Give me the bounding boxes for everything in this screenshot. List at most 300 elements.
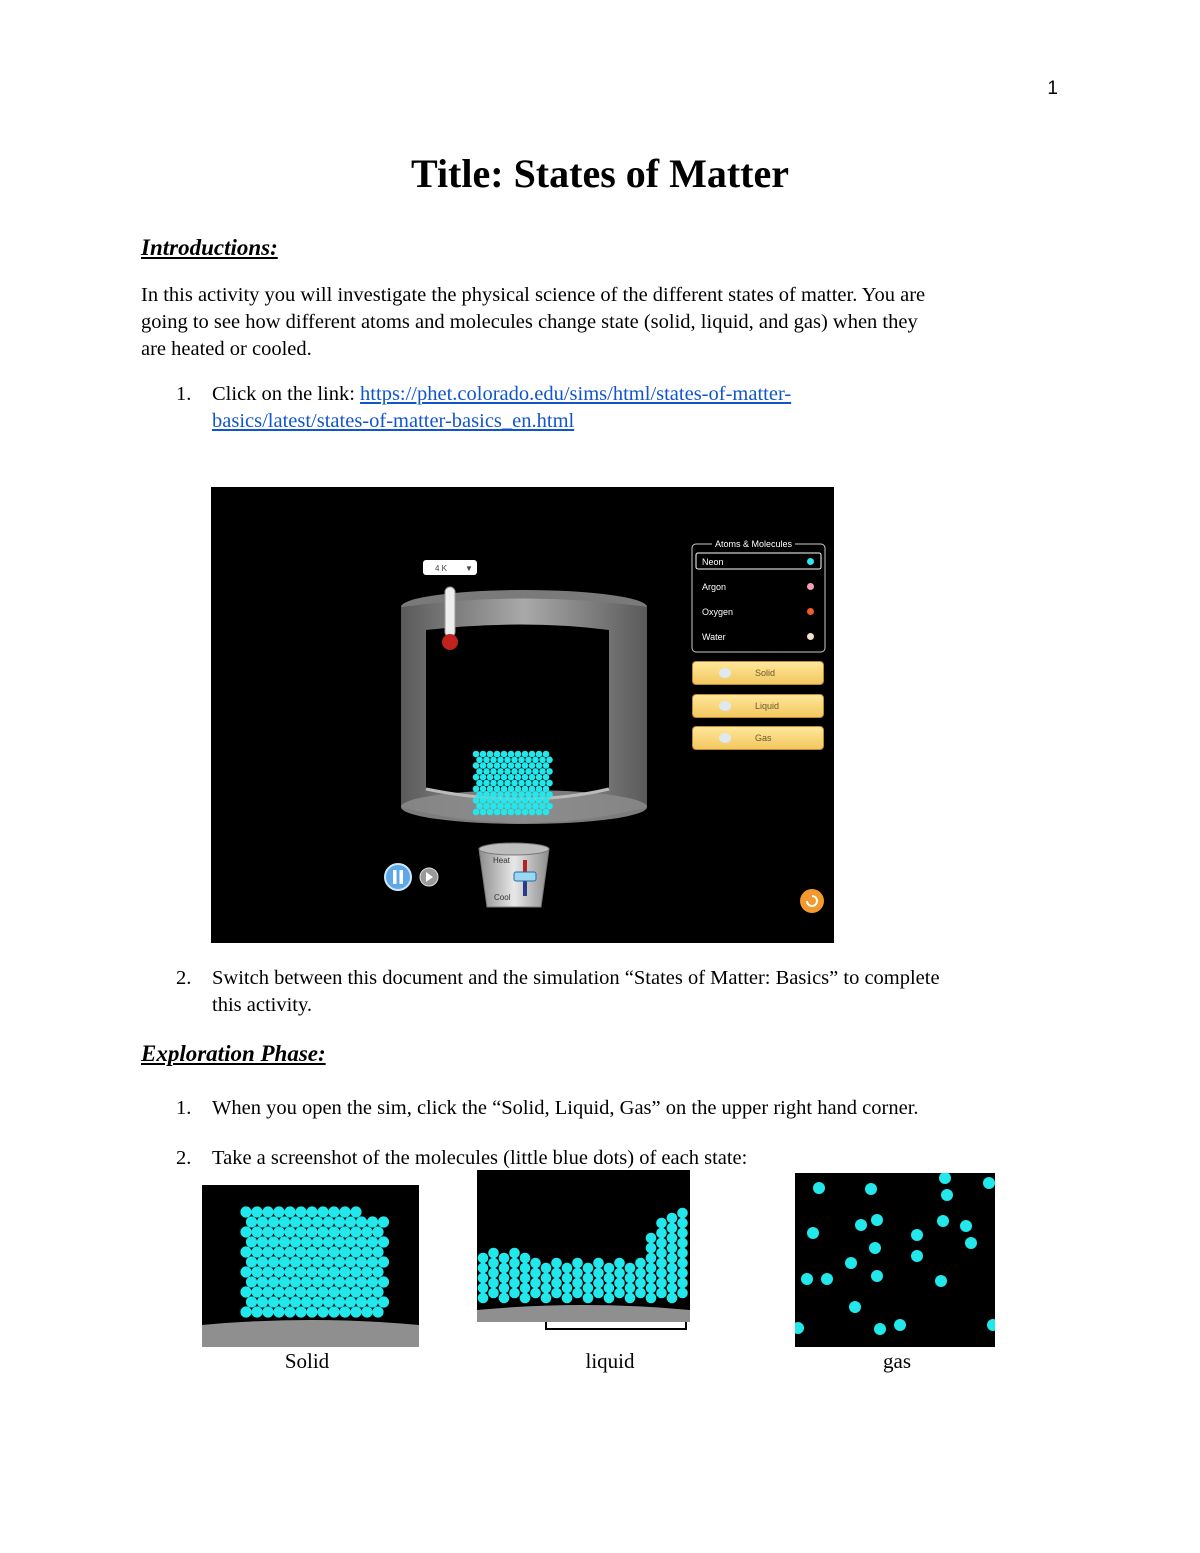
molecule <box>677 1248 688 1259</box>
atom-swatch-icon <box>807 608 814 615</box>
molecule <box>284 1206 295 1217</box>
molecule <box>306 1286 317 1297</box>
molecule <box>614 1268 625 1279</box>
molecule <box>361 1306 372 1317</box>
molecule <box>646 1253 657 1264</box>
molecule <box>334 1236 345 1247</box>
molecule <box>317 1286 328 1297</box>
molecule <box>536 809 543 816</box>
molecule <box>372 1246 383 1257</box>
molecule <box>488 1278 499 1289</box>
molecule <box>646 1283 657 1294</box>
molecule <box>312 1276 323 1287</box>
molecule <box>279 1236 290 1247</box>
molecule <box>522 786 529 793</box>
molecule <box>515 751 522 758</box>
molecule <box>328 1206 339 1217</box>
molecule <box>508 786 515 793</box>
molecule <box>501 809 508 816</box>
molecule <box>937 1215 949 1227</box>
molecule <box>509 1268 520 1279</box>
simulation-screenshot <box>211 487 834 943</box>
molecule <box>530 1258 541 1269</box>
molecule <box>345 1296 356 1307</box>
molecule <box>490 791 497 798</box>
molecule <box>476 757 483 764</box>
molecule <box>240 1246 251 1257</box>
molecule <box>677 1228 688 1239</box>
molecule <box>499 1263 510 1274</box>
molecule <box>539 803 546 810</box>
molecule <box>801 1273 813 1285</box>
molecule <box>646 1293 657 1304</box>
molecule <box>499 1293 510 1304</box>
molecule <box>480 809 487 816</box>
page-title: Title: States of Matter <box>410 151 789 196</box>
molecule <box>367 1236 378 1247</box>
molecule <box>911 1250 923 1262</box>
molecule <box>518 768 525 775</box>
molecule <box>312 1256 323 1267</box>
molecule <box>494 809 501 816</box>
molecule <box>257 1296 268 1307</box>
molecule <box>356 1236 367 1247</box>
molecule <box>268 1236 279 1247</box>
step-2 <box>212 965 940 1019</box>
state-button-gas[interactable] <box>692 726 824 750</box>
molecule <box>339 1306 350 1317</box>
molecule <box>246 1256 257 1267</box>
cool-label: Cool <box>494 893 511 902</box>
molecule <box>532 780 539 787</box>
molecule <box>532 803 539 810</box>
solid-screenshot <box>202 1185 419 1347</box>
molecule <box>935 1275 947 1287</box>
molecule <box>301 1296 312 1307</box>
molecule <box>508 751 515 758</box>
molecule <box>583 1273 594 1284</box>
molecule <box>251 1246 262 1257</box>
molecule <box>494 751 501 758</box>
molecule <box>939 1173 951 1184</box>
molecule <box>511 757 518 764</box>
gas-screenshot <box>795 1173 995 1347</box>
molecule <box>262 1206 273 1217</box>
molecule <box>635 1288 646 1299</box>
molecule <box>290 1216 301 1227</box>
molecule <box>483 780 490 787</box>
molecule <box>677 1278 688 1289</box>
molecule <box>494 786 501 793</box>
step-2-line-1: Switch between this document and the simulation “States of Matter: Basics” to complete <box>212 967 940 989</box>
step-2-number: 2. <box>176 967 192 989</box>
phet-link[interactable]: https://phet.colorado.edu/sims/html/states-of-matter- <box>360 383 792 405</box>
molecule <box>677 1268 688 1279</box>
molecule <box>345 1276 356 1287</box>
step-1-number: 1. <box>176 383 192 405</box>
molecule <box>361 1226 372 1237</box>
molecule <box>677 1218 688 1229</box>
molecule <box>480 751 487 758</box>
molecule <box>279 1276 290 1287</box>
molecule <box>356 1216 367 1227</box>
molecule <box>539 780 546 787</box>
molecule <box>356 1256 367 1267</box>
molecule <box>494 762 501 769</box>
molecule <box>361 1266 372 1277</box>
molecule <box>480 797 487 804</box>
molecule <box>807 1227 819 1239</box>
molecule <box>367 1296 378 1307</box>
molecule <box>323 1236 334 1247</box>
molecule <box>572 1278 583 1289</box>
molecule <box>350 1306 361 1317</box>
molecule <box>518 757 525 764</box>
molecule <box>251 1206 262 1217</box>
molecule <box>635 1278 646 1289</box>
atom-option-neon[interactable] <box>698 554 820 579</box>
molecule <box>965 1237 977 1249</box>
molecule <box>350 1246 361 1257</box>
molecule <box>378 1236 389 1247</box>
molecule <box>339 1226 350 1237</box>
molecule <box>625 1293 636 1304</box>
state-button-liquid[interactable] <box>692 694 824 718</box>
molecule <box>317 1266 328 1277</box>
heat-label: Heat <box>493 856 510 865</box>
atom-swatch-icon <box>807 633 814 640</box>
molecule <box>262 1226 273 1237</box>
atom-label: Water <box>702 632 726 642</box>
intro-paragraph <box>141 282 925 363</box>
molecule <box>345 1236 356 1247</box>
molecule <box>490 768 497 775</box>
molecule <box>312 1216 323 1227</box>
phet-link-continued[interactable]: basics/latest/states-of-matter-basics_en.html <box>212 410 575 432</box>
molecule <box>532 768 539 775</box>
molecule <box>488 1248 499 1259</box>
molecule <box>646 1273 657 1284</box>
molecule <box>530 1288 541 1299</box>
molecule <box>301 1216 312 1227</box>
molecule <box>845 1257 857 1269</box>
molecule <box>476 803 483 810</box>
molecule <box>273 1206 284 1217</box>
molecule <box>350 1266 361 1277</box>
molecule <box>328 1266 339 1277</box>
molecule <box>317 1206 328 1217</box>
molecule <box>251 1266 262 1277</box>
molecule <box>339 1286 350 1297</box>
molecule <box>604 1293 615 1304</box>
molecule <box>268 1296 279 1307</box>
molecule <box>667 1213 678 1224</box>
molecule <box>334 1216 345 1227</box>
step-forward-button[interactable] <box>420 868 438 886</box>
molecule <box>539 757 546 764</box>
atom-option-oxygen[interactable] <box>698 604 820 629</box>
molecule <box>625 1273 636 1284</box>
molecule <box>317 1226 328 1237</box>
molecule <box>551 1278 562 1289</box>
molecule <box>268 1216 279 1227</box>
container-floor <box>202 1320 419 1347</box>
molecule <box>511 791 518 798</box>
molecule <box>635 1258 646 1269</box>
molecule <box>614 1258 625 1269</box>
molecule <box>378 1296 389 1307</box>
molecule <box>543 762 550 769</box>
molecule <box>849 1301 861 1313</box>
molecule <box>551 1268 562 1279</box>
molecule <box>529 751 536 758</box>
molecule <box>511 803 518 810</box>
molecule <box>483 757 490 764</box>
molecule <box>960 1220 972 1232</box>
pause-button[interactable] <box>385 864 411 890</box>
molecule <box>509 1278 520 1289</box>
intro-line-1: In this activity you will investigate the physical science of the different states of matter. You are <box>141 284 926 306</box>
molecule <box>865 1183 877 1195</box>
molecule <box>356 1276 367 1287</box>
molecule <box>614 1288 625 1299</box>
molecule <box>646 1243 657 1254</box>
molecule <box>473 797 480 804</box>
molecule <box>240 1206 251 1217</box>
molecule <box>478 1283 489 1294</box>
molecule <box>593 1278 604 1289</box>
solid-molecules <box>473 751 553 816</box>
molecule <box>667 1243 678 1254</box>
atom-option-water[interactable] <box>698 629 820 654</box>
molecule <box>504 768 511 775</box>
molecule <box>490 757 497 764</box>
molecule <box>656 1258 667 1269</box>
molecule <box>334 1276 345 1287</box>
molecule <box>518 780 525 787</box>
molecule <box>536 762 543 769</box>
molecule <box>497 780 504 787</box>
molecule <box>667 1293 678 1304</box>
molecule <box>473 774 480 781</box>
atom-swatch-icon <box>807 583 814 590</box>
page-number: 1 <box>1047 78 1058 99</box>
molecule <box>515 809 522 816</box>
molecule <box>821 1273 833 1285</box>
molecule <box>522 774 529 781</box>
molecule <box>312 1236 323 1247</box>
molecule <box>813 1182 825 1194</box>
molecule <box>268 1276 279 1287</box>
state-button-label: Solid <box>755 668 776 678</box>
atom-list <box>698 554 820 654</box>
molecule <box>284 1226 295 1237</box>
molecule <box>677 1238 688 1249</box>
molecule <box>546 780 553 787</box>
molecule <box>551 1288 562 1299</box>
step-2-line-2: this activity. <box>212 994 313 1016</box>
molecule <box>871 1270 883 1282</box>
molecule <box>593 1288 604 1299</box>
molecule <box>240 1286 251 1297</box>
state-button-solid[interactable] <box>692 661 824 685</box>
molecule <box>497 757 504 764</box>
molecule <box>546 803 553 810</box>
reset-button[interactable] <box>800 889 824 913</box>
molecule <box>667 1253 678 1264</box>
molecule <box>499 1283 510 1294</box>
molecule <box>339 1246 350 1257</box>
molecule <box>520 1273 531 1284</box>
molecule <box>487 762 494 769</box>
intro-line-3: are heated or cooled. <box>141 338 312 360</box>
molecule <box>279 1256 290 1267</box>
molecule <box>987 1319 995 1331</box>
molecule <box>356 1296 367 1307</box>
molecule <box>546 768 553 775</box>
step-1 <box>212 381 791 435</box>
molecule <box>583 1293 594 1304</box>
molecule <box>520 1293 531 1304</box>
molecule <box>525 768 532 775</box>
molecule <box>301 1236 312 1247</box>
molecule <box>494 774 501 781</box>
molecule <box>350 1206 361 1217</box>
molecule <box>604 1273 615 1284</box>
molecule <box>511 780 518 787</box>
molecule <box>656 1218 667 1229</box>
molecule <box>518 803 525 810</box>
molecule <box>562 1263 573 1274</box>
state-button-label: Gas <box>755 733 772 743</box>
molecule <box>295 1226 306 1237</box>
molecule <box>483 803 490 810</box>
molecule <box>515 786 522 793</box>
molecule <box>499 1253 510 1264</box>
molecule <box>562 1283 573 1294</box>
molecule <box>295 1206 306 1217</box>
molecule <box>656 1268 667 1279</box>
molecule <box>317 1246 328 1257</box>
molecule <box>306 1266 317 1277</box>
molecule <box>539 768 546 775</box>
molecule <box>529 762 536 769</box>
molecule <box>483 768 490 775</box>
molecule <box>488 1268 499 1279</box>
molecule <box>262 1266 273 1277</box>
molecule <box>306 1226 317 1237</box>
molecule <box>268 1256 279 1267</box>
molecule <box>257 1256 268 1267</box>
molecule <box>583 1263 594 1274</box>
molecule <box>262 1286 273 1297</box>
molecule <box>262 1246 273 1257</box>
introductions-heading: Introductions: <box>141 235 278 260</box>
molecule <box>350 1286 361 1297</box>
molecule <box>536 774 543 781</box>
molecule <box>372 1306 383 1317</box>
molecule <box>501 751 508 758</box>
solid-state-icon <box>719 668 731 678</box>
container-floor <box>477 1305 690 1322</box>
temperature-readout: 4 K <box>435 564 448 573</box>
molecule <box>480 762 487 769</box>
molecule <box>504 791 511 798</box>
molecule <box>372 1266 383 1277</box>
atom-label: Neon <box>702 557 724 567</box>
molecule <box>345 1256 356 1267</box>
molecule <box>290 1276 301 1287</box>
molecule <box>488 1288 499 1299</box>
caption-solid: Solid <box>284 1349 330 1373</box>
molecule <box>504 757 511 764</box>
molecule <box>251 1286 262 1297</box>
molecule <box>656 1288 667 1299</box>
molecule <box>522 797 529 804</box>
molecule <box>290 1296 301 1307</box>
molecule <box>562 1273 573 1284</box>
molecule <box>290 1236 301 1247</box>
molecule <box>488 1258 499 1269</box>
molecule <box>328 1306 339 1317</box>
molecule <box>476 791 483 798</box>
molecule <box>501 774 508 781</box>
molecule <box>295 1266 306 1277</box>
molecule <box>509 1258 520 1269</box>
molecule <box>530 1278 541 1289</box>
molecule <box>295 1286 306 1297</box>
molecule <box>478 1273 489 1284</box>
molecule <box>284 1246 295 1257</box>
molecule <box>541 1293 552 1304</box>
molecule <box>614 1278 625 1289</box>
molecule <box>504 803 511 810</box>
molecule <box>378 1276 389 1287</box>
exploration-item-1: When you open the sim, click the “Solid, Liquid, Gas” on the upper right hand corner. <box>212 1097 919 1119</box>
molecule <box>604 1263 615 1274</box>
molecule <box>536 751 543 758</box>
molecule <box>251 1306 262 1317</box>
molecule <box>312 1296 323 1307</box>
molecule <box>539 791 546 798</box>
molecule <box>487 751 494 758</box>
molecule <box>497 803 504 810</box>
molecule <box>490 803 497 810</box>
molecule <box>871 1214 883 1226</box>
molecule <box>501 762 508 769</box>
molecule <box>473 751 480 758</box>
molecule <box>667 1233 678 1244</box>
molecule <box>529 797 536 804</box>
molecule <box>543 786 550 793</box>
molecule <box>525 803 532 810</box>
molecule <box>339 1266 350 1277</box>
molecule <box>473 762 480 769</box>
molecule <box>529 774 536 781</box>
molecule <box>257 1276 268 1287</box>
molecule <box>625 1283 636 1294</box>
molecule <box>520 1283 531 1294</box>
molecule <box>525 757 532 764</box>
molecule <box>279 1216 290 1227</box>
molecule <box>345 1216 356 1227</box>
heat-cool-bucket[interactable] <box>479 843 549 907</box>
molecule <box>251 1226 262 1237</box>
molecule <box>541 1283 552 1294</box>
molecule <box>273 1246 284 1257</box>
atom-option-argon[interactable] <box>698 579 820 604</box>
atom-swatch-icon <box>807 558 814 565</box>
